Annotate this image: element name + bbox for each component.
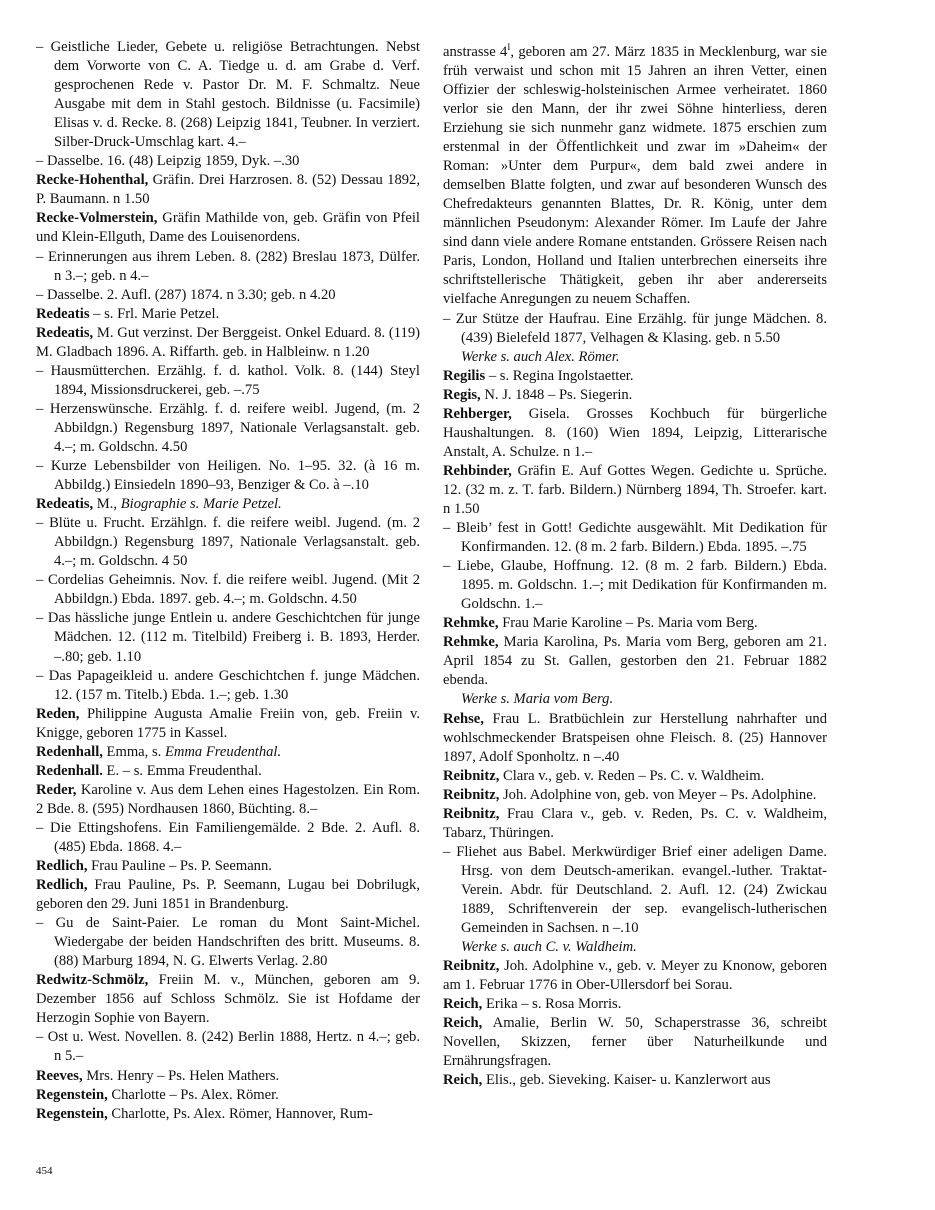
- entry-text: Karoline v. Aus dem Lehen eines Hagestolzen. Ein Rom. 2 Bde. 8. (595) Nordhausen 1860, Büchting. 8.–: [36, 781, 420, 817]
- entry-headword: Recke-Volmerstein,: [36, 210, 158, 227]
- dictionary-entry: [36, 705, 420, 743]
- entry-headword: Rehse,: [443, 710, 484, 727]
- entry-text: Frau L. Bratbüchlein zur Herstellung nahrhafter und wohlschmeckender Bratspeisen ohne Fleisch. 8. (25) Hannover 1897, Adolf Sponholtz. n –.40: [443, 710, 827, 765]
- entry-headword: Redwitz-Schmölz,: [36, 972, 149, 989]
- dictionary-entry: [443, 1014, 827, 1071]
- sub-entry: [36, 514, 420, 571]
- dictionary-entry: [443, 367, 827, 386]
- cross-reference-note: [443, 348, 827, 367]
- entry-text: Gräfin Mathilde von, geb. Gräfin von Pfeil und Klein-Ellguth, Dame des Louisenordens.: [36, 210, 420, 246]
- entry-text: – Erinnerungen aus ihrem Leben. 8. (282) Breslau 1873, Dülfer. n 3.–; geb. n 4.–: [36, 248, 420, 284]
- dictionary-entry: [443, 710, 827, 767]
- entry-text: Charlotte – Ps. Alex. Römer.: [107, 1086, 279, 1103]
- entry-text: Frau Clara v., geb. v. Reden, Ps. C. v. Waldheim, Tabarz, Thüringen.: [443, 805, 827, 841]
- entry-headword: Recke-Hohenthal,: [36, 172, 149, 189]
- entry-text: Werke s. auch Alex. Römer.: [461, 348, 620, 365]
- entry-text: Frau Marie Karoline – Ps. Maria vom Berg.: [498, 615, 758, 632]
- sub-entry: [36, 38, 420, 152]
- entry-headword: Redeatis,: [36, 324, 94, 341]
- entry-headword: Redenhall,: [36, 743, 103, 760]
- dictionary-entry: [36, 781, 420, 819]
- sub-entry: [36, 457, 420, 495]
- entry-headword: Rehmke,: [443, 634, 499, 651]
- entry-headword: Reich,: [443, 1072, 483, 1089]
- entry-text: – s. Frl. Marie Petzel.: [89, 305, 220, 322]
- entry-text: Frau Pauline – Ps. P. Seemann.: [87, 858, 272, 875]
- entry-headword: Regenstein,: [36, 1086, 108, 1103]
- entry-text: Gisela. Grosses Kochbuch für bürgerliche Haushaltungen. 8. (160) Wien 1894, Leipzig, Litterarische Anstalt, A. Schulze. n 1.–: [443, 405, 827, 460]
- sub-entry: [36, 248, 420, 286]
- entry-text: – Gu de Saint-Paier. Le roman du Mont Saint-Michel. Wiedergabe der beiden Handschriften des britt. Museums. 8. (88) Marburg 1894, N. G. Elwerts Verlag. 2.80: [36, 915, 420, 970]
- entry-headword: Rehberger,: [443, 405, 512, 422]
- dictionary-entry: [443, 805, 827, 843]
- entry-headword: Redlich,: [36, 877, 88, 894]
- entry-text: – Das hässliche junge Entlein u. andere Geschichtchen für junge Mädchen. 12. (112 m. Titelbild) Freiberg i. B. 1893, Herder. –.80; geb. 1.10: [36, 610, 420, 665]
- dictionary-entry: [443, 38, 827, 310]
- dictionary-entry: [443, 767, 827, 786]
- entry-text: – Geistliche Lieder, Gebete u. religiöse Betrachtungen. Nebst dem Vorworte von C. A. Tiedge u. d. am Grabe d. Verf. gesprochenen Rede v. Pastor Dr. M. F. Schmaltz. Neue Ausgabe mit dem in Stahl gestoch. Bildnisse (u. Facsimile) Elisas v. d. Recke. 8. (268) Leipzig 1841, Teubner. In verziert. Silber-Druck-Umschlag kart. 4.–: [36, 39, 420, 151]
- dictionary-entry: [443, 386, 827, 405]
- entry-text: N. J. 1848 – Ps. Siegerin.: [480, 386, 633, 403]
- dictionary-entry: [36, 1067, 420, 1086]
- entry-text: – Dasselbe. 2. Aufl. (287) 1874. n 3.30; geb. n 4.20: [36, 286, 336, 303]
- entry-text: – Cordelias Geheimnis. Nov. f. die reifere weibl. Jugend. (Mit 2 Abbildgn.) Ebda. 1897. geb. 4.–; m. Goldschn. 4.50: [36, 572, 420, 608]
- entry-headword: Reder,: [36, 781, 77, 798]
- dictionary-entry: [443, 995, 827, 1014]
- entry-text: – Zur Stütze der Haufrau. Eine Erzählg. für junge Mädchen. 8. (439) Bielefeld 1877, Velhagen & Klasing. geb. n 5.50: [443, 310, 827, 346]
- entry-headword: Redlich,: [36, 858, 88, 875]
- entry-headword: Reich,: [443, 1015, 483, 1032]
- entry-headword: Reibnitz,: [443, 786, 500, 803]
- entry-text: M.,: [93, 496, 121, 513]
- sub-entry: [36, 609, 420, 666]
- entry-text: Joh. Adolphine v., geb. v. Meyer zu Knonow, geboren am 1. Februar 1776 in Ober-Ullersdorf bei Sorau.: [443, 958, 827, 994]
- page-number: 454: [36, 1165, 53, 1177]
- sub-entry: [443, 519, 827, 557]
- entry-text: Elis., geb. Sieveking. Kaiser- u. Kanzlerwort aus: [482, 1072, 771, 1089]
- dictionary-entry: [36, 171, 420, 209]
- dictionary-entry: [443, 1071, 827, 1090]
- entry-headword: Reeves,: [36, 1067, 83, 1084]
- entry-text: Werke s. auch C. v. Waldheim.: [461, 939, 637, 956]
- sub-entry: [36, 362, 420, 400]
- entry-text: – Herzenswünsche. Erzählg. f. d. reifere weibl. Jugend, (m. 2 Abbildgn.) Regensburg 1897, Nationale Verlagsanstalt. geb. 4.–; m. Goldschn. 4.50: [36, 400, 420, 455]
- sub-entry: [36, 819, 420, 857]
- entry-headword: Regilis: [443, 367, 486, 384]
- entry-text: – Bleib’ fest in Gott! Gedichte ausgewählt. Mit Dedikation für Konfirmanden. 12. (8 m. 2 farb. Bildern.) Ebda. 1895. –.75: [443, 520, 827, 556]
- dictionary-entry: [36, 971, 420, 1028]
- entry-headword: Regenstein,: [36, 1105, 108, 1122]
- entry-headword: Redenhall.: [36, 762, 103, 779]
- sub-entry: [443, 310, 827, 348]
- entry-text: – Dasselbe. 16. (48) Leipzig 1859, Dyk. –.30: [36, 153, 300, 170]
- sub-entry: [36, 571, 420, 609]
- entry-text: – Blüte u. Frucht. Erzählgn. f. die reifere weibl. Jugend. (m. 2 Abbildgn.) Regensburg 1897, Nationale Verlagsanstalt. geb. 4.–; m. Goldschn. 4 50: [36, 515, 420, 570]
- cross-reference-note: [443, 690, 827, 709]
- dictionary-entry: [36, 743, 420, 762]
- sub-entry: [36, 914, 420, 971]
- entry-text: Joh. Adolphine von, geb. von Meyer – Ps. Adolphine.: [499, 786, 817, 803]
- entry-text: Emma, s.: [102, 743, 165, 760]
- superscript: I: [507, 42, 511, 52]
- entry-headword: Reibnitz,: [443, 767, 500, 784]
- right-column: [443, 38, 827, 1090]
- dictionary-entry: [443, 462, 827, 519]
- entry-headword: Reibnitz,: [443, 805, 500, 822]
- dictionary-entry: [443, 614, 827, 633]
- entry-text: Freiin M. v., München, geboren am 9. Dezember 1856 auf Schloss Schmölz. Sie ist Hofdame der Herzogin Sophie von Bayern.: [36, 972, 420, 1027]
- dictionary-entry: [36, 1086, 420, 1105]
- dictionary-entry: [36, 209, 420, 247]
- italic-reference: Biographie s. Marie Petzel.: [120, 496, 282, 513]
- dictionary-entry: [36, 305, 420, 324]
- entry-text: – Liebe, Glaube, Hoffnung. 12. (8 m. 2 farb. Bildern.) Ebda. 1895. m. Goldschn. 1.–; mit Dedikation für Konfirmanden m. Goldschn. 1.–: [443, 558, 827, 613]
- sub-entry: [443, 843, 827, 938]
- sub-entry: [36, 1028, 420, 1066]
- dictionary-entry: [36, 876, 420, 914]
- entry-headword: Reibnitz,: [443, 958, 500, 975]
- entry-headword: Rehmke,: [443, 615, 499, 632]
- entry-text: – Das Papageikleid u. andere Geschichtchen f. junge Mädchen. 12. (157 m. Titelb.) Ebda. 1.–; geb. 1.30: [36, 667, 420, 703]
- sub-entry: [36, 286, 420, 305]
- entry-headword: Rehbinder,: [443, 462, 512, 479]
- entry-text: Gräfin. Drei Harzrosen. 8. (52) Dessau 1892, P. Baumann. n 1.50: [36, 172, 420, 208]
- sub-entry: [36, 667, 420, 705]
- entry-headword: Redeatis,: [36, 496, 94, 513]
- entry-text: Amalie, Berlin W. 50, Schaperstrasse 36, schreibt Novellen, Skizzen, ferner über Naturheilkunde und Ernährungsfragen.: [443, 1015, 827, 1070]
- sub-entry: [36, 152, 420, 171]
- dictionary-entry: [443, 405, 827, 462]
- entry-text: – Hausmütterchen. Erzählg. f. d. kathol. Volk. 8. (144) Steyl 1894, Missionsdruckerei, geb. –.75: [36, 362, 420, 398]
- entry-headword: Regis,: [443, 386, 481, 403]
- entry-text: Frau Pauline, Ps. P. Seemann, Lugau bei Dobrilugk, geboren den 29. Juni 1851 in Brandenburg.: [36, 877, 420, 913]
- cross-reference-note: [443, 938, 827, 957]
- entry-text: Clara v., geb. v. Reden – Ps. C. v. Waldheim.: [499, 767, 765, 784]
- dictionary-entry: [443, 957, 827, 995]
- dictionary-entry: [36, 324, 420, 362]
- dictionary-entry: [36, 857, 420, 876]
- left-column: [36, 38, 420, 1124]
- entry-text: – Die Ettingshofens. Ein Familiengemälde. 2 Bde. 2. Aufl. 8. (485) Ebda. 1868. 4.–: [36, 819, 420, 855]
- entry-text: anstrasse 4: [443, 43, 508, 60]
- entry-text: – Fliehet aus Babel. Merkwürdiger Brief einer adeligen Dame. Hrsg. von dem Deutsch-amerikan. evangel.-luther. Traktat-Verein. Abdr. für Deutschland. 2. Aufl. 12. (24) Zwickau 1889, Schriftenverein der sep. evangelisch-lutherischen Gemeinden in Sachsen. n –.10: [443, 843, 827, 937]
- entry-text: E. – s. Emma Freudenthal.: [102, 762, 262, 779]
- sub-entry: [36, 400, 420, 457]
- dictionary-entry: [36, 1105, 420, 1124]
- dictionary-entry: [443, 786, 827, 805]
- dictionary-entry: [36, 762, 420, 781]
- entry-text: – s. Regina Ingolstaetter.: [485, 367, 634, 384]
- entry-headword: Reich,: [443, 996, 483, 1013]
- dictionary-entry: [36, 495, 420, 514]
- entry-text: Mrs. Henry – Ps. Helen Mathers.: [82, 1067, 280, 1084]
- entry-text: – Ost u. West. Novellen. 8. (242) Berlin 1888, Hertz. n 4.–; geb. n 5.–: [36, 1029, 420, 1065]
- sub-entry: [443, 557, 827, 614]
- dictionary-entry: [443, 633, 827, 690]
- entry-headword: Reden,: [36, 705, 80, 722]
- entry-text: , geboren am 27. März 1835 in Mecklenburg, war sie früh verwaist und schon mit 15 Jahren an ihren Vetter, einen Offizier der schleswig-holsteinischen Armee verheiratet. 1860 verlor sie den Mann, der ihr zwei Söhne hinterliess, deren Erziehung sie sich nunmehr ganz widmete. 1875 erschien zum erstenmal in der Öffentlichkeit und zwar im »Daheim« der Roman: »Unter dem Purpur«, dem bald zwei andere in demselben Blatte folgten, und zwar auf besonderen Wunsch des Chefredakteurs genannten Blattes, Dr. R. König, unter dem männlichen Pseudonym: Alexander Römer. Im Laufe der Jahre sind dann viele andere Romane entstanden. Grössere Reisen nach Paris, London, Holland und Italien unterbrechen einerseits ihre schriftstellerische Thätigkeit, geben ihr aber andererseits vielfache Anregungen zu neuem Schaffen.: [443, 43, 827, 308]
- entry-text: Werke s. Maria vom Berg.: [461, 691, 614, 708]
- italic-reference: Emma Freudenthal.: [164, 743, 282, 760]
- entry-text: Maria Karolina, Ps. Maria vom Berg, geboren am 21. April 1854 zu St. Gallen, gestorben den 21. Februar 1882 ebenda.: [443, 634, 827, 689]
- entry-headword: Redeatis: [36, 305, 90, 322]
- entry-text: Erika – s. Rosa Morris.: [482, 996, 622, 1013]
- entry-text: Charlotte, Ps. Alex. Römer, Hannover, Rum-: [107, 1105, 373, 1122]
- entry-text: Gräfin E. Auf Gottes Wegen. Gedichte u. Sprüche. 12. (32 m. z. T. farb. Bildern.) Nürnberg 1894, Th. Stroefer. kart. n 1.50: [443, 462, 827, 517]
- entry-text: M. Gut verzinst. Der Berggeist. Onkel Eduard. 8. (119) M. Gladbach 1896. A. Riffarth. geb. in Halbleinw. n 1.20: [36, 324, 420, 360]
- entry-text: Philippine Augusta Amalie Freiin von, geb. Freiin v. Knigge, geboren 1775 in Kassel.: [36, 705, 420, 741]
- entry-text: – Kurze Lebensbilder von Heiligen. No. 1–95. 32. (à 16 m. Abbildg.) Einsiedeln 1890–93, Benziger & Co. à –.10: [36, 458, 420, 494]
